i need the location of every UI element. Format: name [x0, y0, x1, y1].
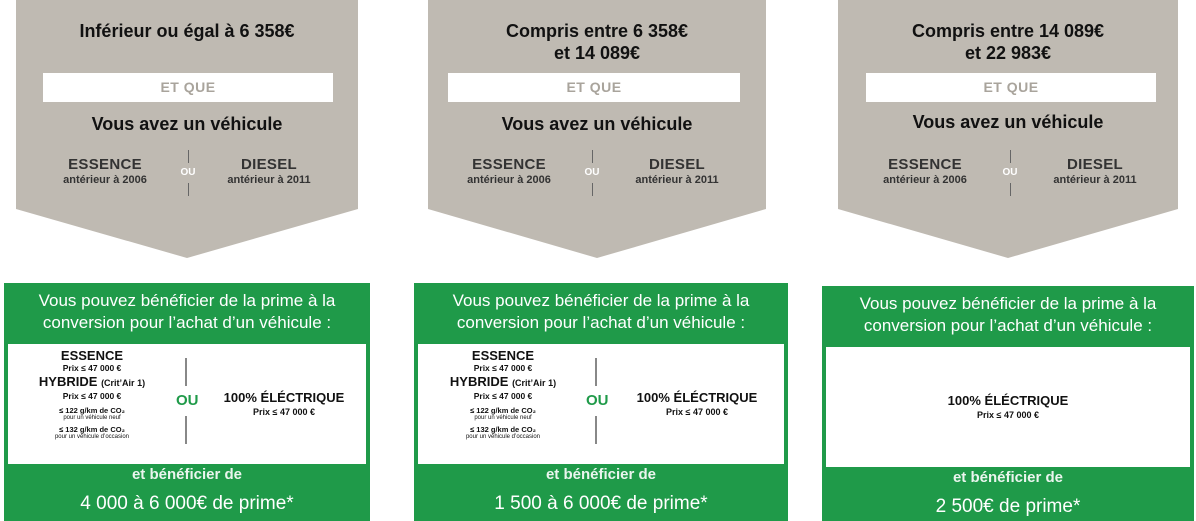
- prime-amount-block: et bénéficier de 1 500 à 6 000€ de prime*: [415, 466, 787, 515]
- or-separator-green: OU: [176, 358, 196, 448]
- income-range: Inférieur ou égal à 6 358€: [79, 21, 295, 41]
- fuel-conditions: [428, 150, 766, 200]
- essence-condition: ESSENCE antérieur à 2006: [467, 156, 551, 186]
- electric-option: 100% ÉLÉCTRIQUE Prix ≤ 47 000 €: [636, 390, 758, 417]
- prime-box: [822, 286, 1194, 521]
- essence-condition: ESSENCE antérieur à 2006: [883, 156, 967, 186]
- vehicle-options: [418, 344, 784, 464]
- electric-option: 100% ÉLÉCTRIQUE Prix ≤ 47 000 €: [223, 390, 345, 417]
- et-que-label: ET QUE: [43, 73, 333, 102]
- or-separator: OU: [998, 150, 1022, 196]
- et-que-label: ET QUE: [448, 73, 740, 102]
- fuel-conditions: [16, 150, 358, 200]
- prime-amount: 4 000 à 6 000€ de prime*: [80, 493, 294, 514]
- prime-box-title: Vous pouvez bénéficier de la prime à la conversion pour l’achat d’un véhicule :: [452, 291, 750, 332]
- or-separator-green: OU: [586, 358, 606, 448]
- prime-amount: 1 500 à 6 000€ de prime*: [494, 493, 708, 514]
- diesel-condition: DIESEL antérieur à 2011: [1053, 156, 1137, 186]
- income-range: Compris entre 14 089€ et 22 983€: [911, 21, 1105, 63]
- essence-condition: ESSENCE antérieur à 2006: [63, 156, 147, 186]
- vehicle-options: [826, 347, 1190, 467]
- thermal-hybrid-options: ESSENCE Prix ≤ 47 000 € HYBRIDE (Crit’Air 1) Prix ≤ 47 000 € ≤ 122 g/km de CO₂ pour un véhicule neuf ≤ 132 g/km de CO₂ pour un véhicule d’occasion: [449, 348, 557, 440]
- prime-amount: 2 500€ de prime*: [935, 496, 1081, 517]
- income-range: Compris entre 6 358€ et 14 089€: [505, 21, 689, 63]
- prime-box: [414, 283, 788, 521]
- et-que-label: ET QUE: [866, 73, 1156, 102]
- prime-box: [4, 283, 370, 521]
- fuel-conditions: [838, 150, 1178, 200]
- diesel-condition: DIESEL antérieur à 2011: [227, 156, 311, 186]
- electric-option: 100% ÉLÉCTRIQUE Prix ≤ 47 000 €: [947, 393, 1069, 420]
- prime-box-title: Vous pouvez bénéficier de la prime à la conversion pour l’achat d’un véhicule :: [38, 291, 336, 332]
- vehicle-options: [8, 344, 366, 464]
- prime-amount-block: et bénéficier de 2 500€ de prime*: [823, 469, 1193, 518]
- diesel-condition: DIESEL antérieur à 2011: [635, 156, 719, 186]
- or-separator: OU: [176, 150, 200, 196]
- prime-amount-block: et bénéficier de 4 000 à 6 000€ de prime*: [5, 466, 369, 515]
- vehicle-heading: Vous avez un véhicule: [501, 114, 693, 134]
- thermal-hybrid-options: ESSENCE Prix ≤ 47 000 € HYBRIDE (Crit’Air 1) Prix ≤ 47 000 € ≤ 122 g/km de CO₂ pour un véhicule neuf ≤ 132 g/km de CO₂ pour un véhicule d’occasion: [38, 348, 146, 440]
- prime-box-title: Vous pouvez bénéficier de la prime à la conversion pour l’achat d’un véhicule :: [859, 294, 1157, 335]
- vehicle-heading: Vous avez un véhicule: [91, 114, 283, 134]
- vehicle-heading: Vous avez un véhicule: [912, 112, 1104, 132]
- or-separator: OU: [580, 150, 604, 196]
